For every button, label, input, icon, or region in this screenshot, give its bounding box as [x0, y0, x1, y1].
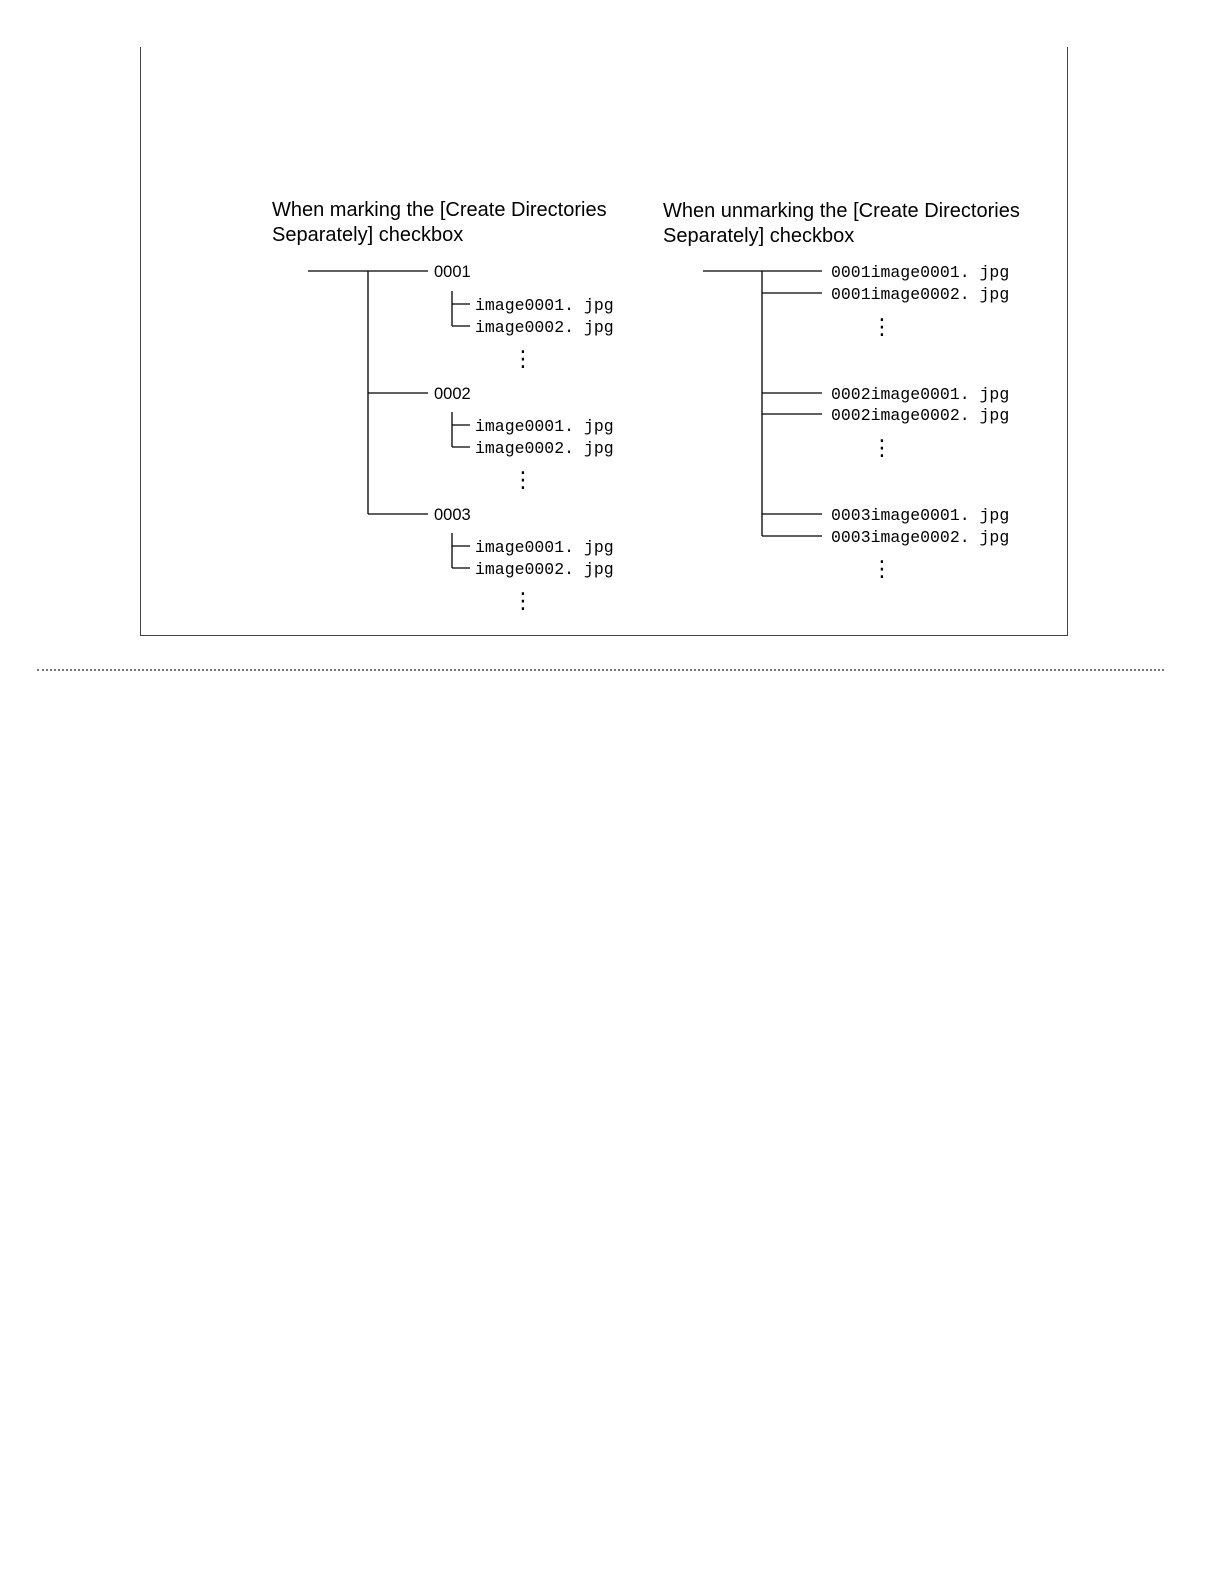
left-dir-0003-label: 0003 [434, 506, 471, 524]
right-heading-line2: Separately] checkbox [663, 225, 855, 247]
directory-structure-diagram [0, 0, 1224, 680]
left-heading-line1: When marking the [Create Directories [272, 199, 607, 221]
right-file-0001-1: 0001image0001. jpg [831, 263, 1010, 282]
left-dir-0003-file2: image0002. jpg [475, 560, 614, 579]
right-group-1-ellipsis: ⋮ [871, 315, 893, 340]
left-dir-0001-ellipsis: ⋮ [512, 347, 534, 372]
right-group-3-ellipsis: ⋮ [871, 557, 893, 582]
right-heading-line1: When unmarking the [Create Directories [663, 200, 1020, 222]
left-dir-0001-label: 0001 [434, 263, 471, 281]
left-heading-line2: Separately] checkbox [272, 224, 464, 246]
right-group-2-ellipsis: ⋮ [871, 436, 893, 461]
right-file-0003-2: 0003image0002. jpg [831, 528, 1010, 547]
left-dir-0002-file2: image0002. jpg [475, 439, 614, 458]
right-file-0002-2: 0002image0002. jpg [831, 406, 1010, 425]
left-dir-0002-file1: image0001. jpg [475, 417, 614, 436]
left-dir-0001-file1: image0001. jpg [475, 296, 614, 315]
left-dir-0002-ellipsis: ⋮ [512, 468, 534, 493]
left-dir-0001-file2: image0002. jpg [475, 318, 614, 337]
left-dir-0002-label: 0002 [434, 385, 471, 403]
right-file-0003-1: 0003image0001. jpg [831, 506, 1010, 525]
right-file-0001-2: 0001image0002. jpg [831, 285, 1010, 304]
dotted-divider [37, 669, 1164, 671]
left-dir-0003-ellipsis: ⋮ [512, 589, 534, 614]
right-file-0002-1: 0002image0001. jpg [831, 385, 1010, 404]
left-dir-0003-file1: image0001. jpg [475, 538, 614, 557]
